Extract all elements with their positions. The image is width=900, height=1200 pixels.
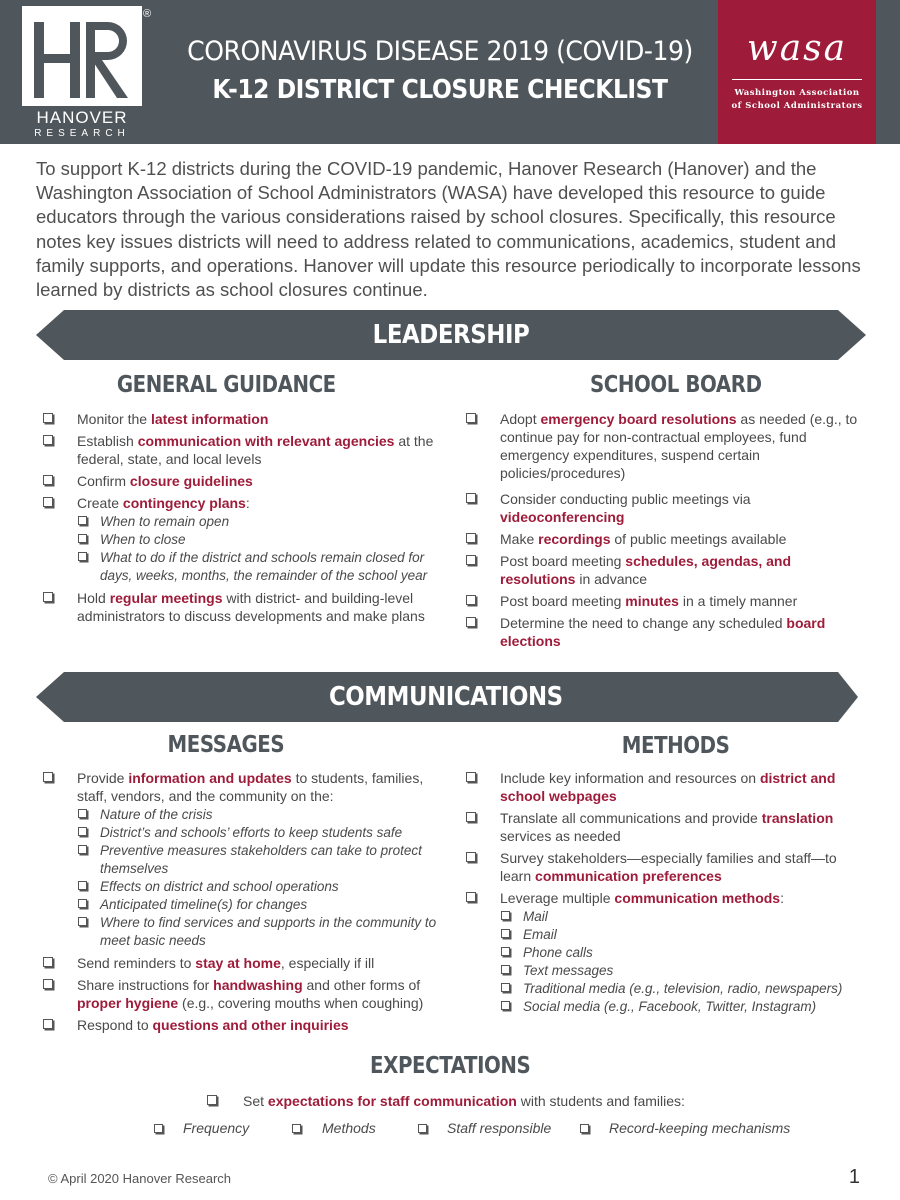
checkbox-icon[interactable] [466,555,476,565]
sub-checklist-item [77,914,440,950]
checkbox-icon[interactable] [43,1019,53,1029]
expectation-option-staff [418,1120,551,1136]
checklist-item [40,494,440,585]
wasa-script-wordmark: wasa [746,28,848,69]
sub-checklist-item [77,806,440,824]
expectation-option-recordkeeping [580,1120,790,1136]
highlighted-phrase: communication with relevant agencies [137,433,395,449]
item-text: in advance [575,571,648,587]
sub-item-text: Traditional media (e.g., television, radio, newspapers) [523,981,843,996]
checklist-item-text [77,976,440,1012]
sub-checklist-item [77,513,440,531]
checklist-item [463,552,863,588]
expectations-item [207,1092,685,1110]
item-text: (e.g., covering mouths when coughing) [178,995,424,1011]
checklist-item [40,769,440,950]
checkbox-icon[interactable] [78,899,87,908]
highlighted-phrase: regular meetings [109,590,223,606]
school-board-heading: SCHOOL BOARD [590,372,762,398]
checklist-item [40,1016,440,1034]
checkbox-icon[interactable] [501,965,510,974]
highlighted-phrase: handwashing [213,977,303,993]
sub-checklist-item [77,531,440,549]
item-text: services as needed [500,828,621,844]
sub-checklist-item [77,878,440,896]
checkbox-icon[interactable] [78,881,87,890]
checkbox-icon[interactable] [78,534,87,543]
highlighted-phrase: stay at home [195,955,281,971]
checklist-item-text [500,592,863,610]
checklist-item [40,432,440,468]
page-title-line2: K-12 DISTRICT CLOSURE CHECKLIST [212,75,668,105]
item-text: at the federal, state, and local levels [77,433,434,467]
sub-checklist-item [77,896,440,914]
checkbox-icon[interactable] [466,595,476,605]
communications-banner [36,672,866,722]
item-text: Include key information and resources on [500,770,760,786]
expectation-option-label: Staff responsible [447,1120,552,1136]
checkbox-icon[interactable] [78,845,87,854]
checkbox-icon[interactable] [501,929,510,938]
checklist-item-text [77,410,440,428]
sub-checklist [77,513,440,585]
checklist-item [463,530,863,548]
sub-item-text: District’s and schools’ efforts to keep students safe [100,825,403,840]
sub-checklist-item [500,908,863,926]
sub-item-text: Mail [523,909,548,924]
item-text: Adopt [500,411,541,427]
item-text: Monitor the [77,411,151,427]
sub-checklist-item [500,980,863,998]
checklist-item [463,809,863,845]
checkbox-icon[interactable] [466,617,476,627]
sub-item-text: Phone calls [523,945,593,960]
leadership-banner [36,310,866,360]
checkbox-icon[interactable] [501,947,510,956]
item-text: Hold [77,590,110,606]
sub-item-text: Effects on district and school operations [100,879,339,894]
school-board-list [463,410,863,654]
checklist-item [40,410,440,428]
highlighted-phrase: information and updates [128,770,292,786]
highlighted-phrase: communication preferences [535,868,722,884]
wasa-divider [732,79,862,80]
checklist-item [40,976,440,1012]
checklist-item-text [500,552,863,588]
checkbox-icon[interactable] [418,1124,427,1133]
item-text: Leverage multiple [500,890,615,906]
general-guidance-heading: GENERAL GUIDANCE [116,372,336,398]
item-text: Survey stakeholders—especially families and staff—to learn [500,850,837,884]
item-text: Consider conducting public meetings via [500,491,751,507]
page-number: 1 [848,1166,860,1188]
checklist-item-text [77,769,440,805]
registered-mark: ® [143,8,152,20]
sub-item-text: When to close [100,532,186,547]
sub-item-text: Email [523,927,557,942]
sub-item-text: When to remain open [100,514,230,529]
checkbox-icon[interactable] [154,1124,163,1133]
sub-checklist-item [77,842,440,878]
item-text: Respond to [77,1017,153,1033]
page-title-line1: CORONAVIRUS DISEASE 2019 (COVID-19) [187,36,693,67]
item-text: Determine the need to change any scheduled [500,615,787,631]
checklist-item [463,614,863,650]
methods-heading: METHODS [622,733,730,759]
expectation-option-label: Record-keeping mechanisms [609,1120,791,1136]
checklist-item-text [500,889,863,907]
checklist-item-text [500,769,863,805]
checkbox-icon[interactable] [78,552,87,561]
item-text: in a timely manner [678,593,798,609]
checkbox-icon[interactable] [466,413,476,423]
leadership-heading: LEADERSHIP [372,320,530,350]
checkbox-icon[interactable] [501,1001,510,1010]
hanover-wordmark: HANOVER [36,108,128,127]
expectation-option-label: Frequency [183,1120,250,1136]
item-text: Confirm [77,473,130,489]
item-text: as needed (e.g., to continue pay for non-contractual employees, fund emergency expenditures, suspend certain policies/procedures) [500,411,858,481]
checkbox-icon[interactable] [43,413,53,423]
sub-checklist-item [500,998,863,1016]
checkbox-icon[interactable] [43,497,53,507]
checkbox-icon[interactable] [43,772,53,782]
checkbox-icon[interactable] [43,475,53,485]
checklist-item-text [500,530,863,548]
checklist-item [40,472,440,490]
sub-checklist [500,908,863,1016]
wasa-subtitle-line2: of School Administrators [731,101,863,111]
checkbox-icon[interactable] [43,957,53,967]
sub-checklist-item [500,944,863,962]
checkbox-icon[interactable] [43,979,53,989]
checklist-item [463,769,863,805]
item-text: of public meetings available [610,531,787,547]
checklist-item [40,954,440,972]
checklist-item [463,410,863,482]
expectations-highlight: expectations for staff communication [267,1093,517,1109]
highlighted-phrase: latest information [150,411,269,427]
communications-heading: COMMUNICATIONS [329,682,563,712]
general-guidance-list [40,410,440,629]
highlighted-phrase: translation [761,810,834,826]
checkbox-icon[interactable] [78,917,87,926]
sub-item-text: Text messages [523,963,614,978]
checklist-item-text [77,494,440,512]
checkbox-icon[interactable] [292,1124,301,1133]
highlighted-phrase: minutes [625,593,679,609]
messages-list [40,769,440,1038]
sub-checklist-item [500,926,863,944]
checklist-item-text [77,1016,440,1034]
checklist-item [463,490,863,526]
highlighted-phrase: district and school webpages [500,770,836,804]
checklist-item-text [77,472,440,490]
item-text: Establish [77,433,138,449]
sub-item-text: What to do if the district and schools remain closed for days, weeks, months, the remainder of the school year [100,550,428,583]
item-text: Translate all communications and provide [500,810,762,826]
sub-item-text: Nature of the crisis [100,807,213,822]
checklist-item-text [500,490,863,526]
expectations-text: Set [243,1093,268,1109]
item-text: Post board meeting [500,553,626,569]
sub-item-text: Social media (e.g., Facebook, Twitter, Instagram) [523,999,817,1014]
highlighted-phrase: proper hygiene [77,995,179,1011]
highlighted-phrase: emergency board resolutions [540,411,737,427]
checklist-item-text [77,954,440,972]
hanover-research-logo [22,6,142,138]
checkbox-icon[interactable] [501,911,510,920]
expectations-heading: EXPECTATIONS [369,1053,531,1079]
checklist-item-text [77,432,440,468]
methods-list [463,769,863,1020]
item-text: Create [77,495,123,511]
highlighted-phrase: communication methods [614,890,781,906]
highlighted-phrase: recordings [538,531,611,547]
highlighted-phrase: videoconferencing [500,509,625,525]
item-text: Post board meeting [500,593,626,609]
highlighted-phrase: board elections [500,615,826,649]
checklist-item-text [500,809,863,845]
expectation-option-methods [292,1120,376,1136]
checklist-item-text [500,849,863,885]
footer-copyright: © April 2020 Hanover Research [48,1171,232,1186]
item-text: : [245,495,250,511]
sub-checklist-item [77,549,440,585]
checklist-item-text [500,410,863,482]
item-text: : [780,890,784,906]
research-wordmark: RESEARCH [34,128,130,138]
checkbox-icon[interactable] [466,772,476,782]
checkbox-icon[interactable] [43,592,53,602]
expectation-option-frequency [154,1120,249,1136]
sub-checklist-item [77,824,440,842]
sub-item-text: Preventive measures stakeholders can take to protect themselves [100,843,422,876]
item-text: Provide [77,770,129,786]
checkbox-icon[interactable] [78,809,87,818]
checkbox-icon[interactable] [466,892,476,902]
sub-checklist [77,806,440,950]
intro-paragraph: To support K-12 districts during the COVID-19 pandemic, Hanover Research (Hanover) and the Washington Association of School Administrators (WASA) have developed this resource to guide educators through the various considerations raised by school closures. Specifically, this resource notes key issues districts will need to address related to communications, academics, student and family supports, and operations. Hanover will update this resource periodically to incorporate lessons learned by districts as school closures continue. [36,158,861,301]
item-text: Share instructions for [77,977,214,993]
highlighted-phrase: contingency plans [122,495,246,511]
item-text: to students, families, staff, vendors, and the community on the: [77,770,424,804]
item-text: Make [500,531,539,547]
checkbox-icon[interactable] [466,493,476,503]
checkbox-icon[interactable] [78,516,87,525]
checkbox-icon[interactable] [466,852,476,862]
header-bar [0,0,900,144]
highlighted-phrase: closure guidelines [129,473,253,489]
checklist-item-text [500,614,863,650]
checklist-item [463,889,863,1016]
wasa-logo [718,0,876,144]
checkbox-icon[interactable] [466,812,476,822]
checklist-item [463,592,863,610]
checkbox-icon[interactable] [466,533,476,543]
item-text: and other forms of [302,977,421,993]
checkbox-icon[interactable] [501,983,510,992]
checklist-item [463,849,863,885]
checklist-item [40,589,440,625]
checkbox-icon[interactable] [78,827,87,836]
checkbox-icon[interactable] [580,1124,589,1133]
sub-item-text: Where to find services and supports in the community to meet basic needs [100,915,437,948]
item-text: with district- and building-level administrators to discuss developments and make plans [77,590,425,624]
sub-checklist-item [500,962,863,980]
expectations-text-end: with students and families: [516,1093,685,1109]
item-text: , especially if ill [280,955,375,971]
item-text: Send reminders to [77,955,196,971]
checklist-item-text [77,589,440,625]
checkbox-icon[interactable] [43,435,53,445]
sub-item-text: Anticipated timeline(s) for changes [100,897,308,912]
checkbox-icon[interactable] [207,1095,217,1105]
messages-heading: MESSAGES [167,732,285,758]
expectation-option-label: Methods [322,1120,376,1136]
highlighted-phrase: questions and other inquiries [152,1017,349,1033]
wasa-subtitle-line1: Washington Association [734,88,860,98]
highlighted-phrase: schedules, agendas, and resolutions [500,553,792,587]
